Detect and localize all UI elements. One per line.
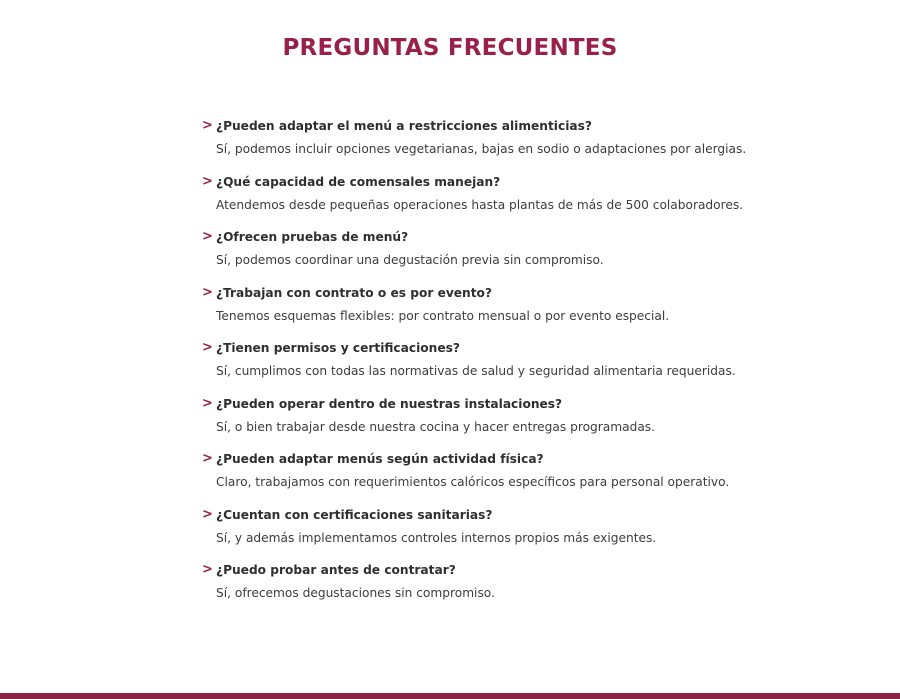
faq-answer: Sí, cumplimos con todas las normativas de salud y seguridad alimentaria requeridas.: [216, 364, 736, 378]
chevron-right-icon: >: [202, 173, 213, 189]
faq-list: [202, 115, 802, 615]
faq-item[interactable]: [202, 115, 802, 171]
faq-item[interactable]: [202, 393, 802, 449]
faq-item[interactable]: [202, 282, 802, 338]
faq-answer: Sí, y además implementamos controles internos propios más exigentes.: [216, 530, 657, 545]
faq-answer: Atendemos desde pequeñas operaciones hasta plantas de más de 500 colaboradores.: [216, 197, 744, 212]
faq-item[interactable]: [202, 559, 802, 615]
faq-item[interactable]: [202, 448, 802, 504]
faq-answer: Claro, trabajamos con requerimientos calóricos específicos para personal operativo.: [216, 475, 730, 489]
faq-question[interactable]: ¿Qué capacidad de comensales manejan?: [216, 174, 501, 189]
chevron-right-icon: >: [202, 118, 213, 133]
faq-question[interactable]: ¿Pueden adaptar el menú a restricciones alimenticias?: [216, 119, 592, 133]
faq-question[interactable]: ¿Trabajan con contrato o es por evento?: [216, 285, 492, 300]
faq-item[interactable]: [202, 226, 802, 282]
chevron-right-icon: >: [202, 395, 213, 411]
faq-question[interactable]: ¿Tienen permisos y certificaciones?: [216, 341, 460, 355]
chevron-right-icon: >: [202, 229, 213, 244]
chevron-right-icon: >: [202, 562, 213, 577]
faq-answer: Sí, podemos incluir opciones vegetarianas, bajas en sodio o adaptaciones por alergias.: [216, 142, 747, 156]
chevron-right-icon: >: [202, 506, 213, 522]
faq-question[interactable]: ¿Cuentan con certificaciones sanitarias?: [216, 507, 493, 522]
faq-answer: Sí, o bien trabajar desde nuestra cocina y hacer entregas programadas.: [216, 419, 656, 434]
footer-bar: [0, 693, 900, 699]
faq-question[interactable]: ¿Pueden adaptar menús según actividad física?: [216, 452, 544, 466]
chevron-right-icon: >: [202, 340, 213, 355]
faq-answer: Tenemos esquemas flexibles: por contrato mensual o por evento especial.: [216, 308, 670, 323]
faq-question[interactable]: ¿Ofrecen pruebas de menú?: [216, 230, 409, 244]
faq-question[interactable]: ¿Puedo probar antes de contratar?: [216, 563, 456, 577]
chevron-right-icon: >: [202, 284, 213, 300]
page-title: PREGUNTAS FRECUENTES: [282, 35, 618, 61]
faq-answer: Sí, ofrecemos degustaciones sin compromiso.: [216, 586, 495, 600]
faq-answer: Sí, podemos coordinar una degustación previa sin compromiso.: [216, 253, 604, 267]
faq-item[interactable]: [202, 337, 802, 393]
chevron-right-icon: >: [202, 451, 213, 466]
faq-question[interactable]: ¿Pueden operar dentro de nuestras instalaciones?: [216, 396, 563, 411]
faq-item[interactable]: [202, 504, 802, 560]
faq-item[interactable]: [202, 171, 802, 227]
